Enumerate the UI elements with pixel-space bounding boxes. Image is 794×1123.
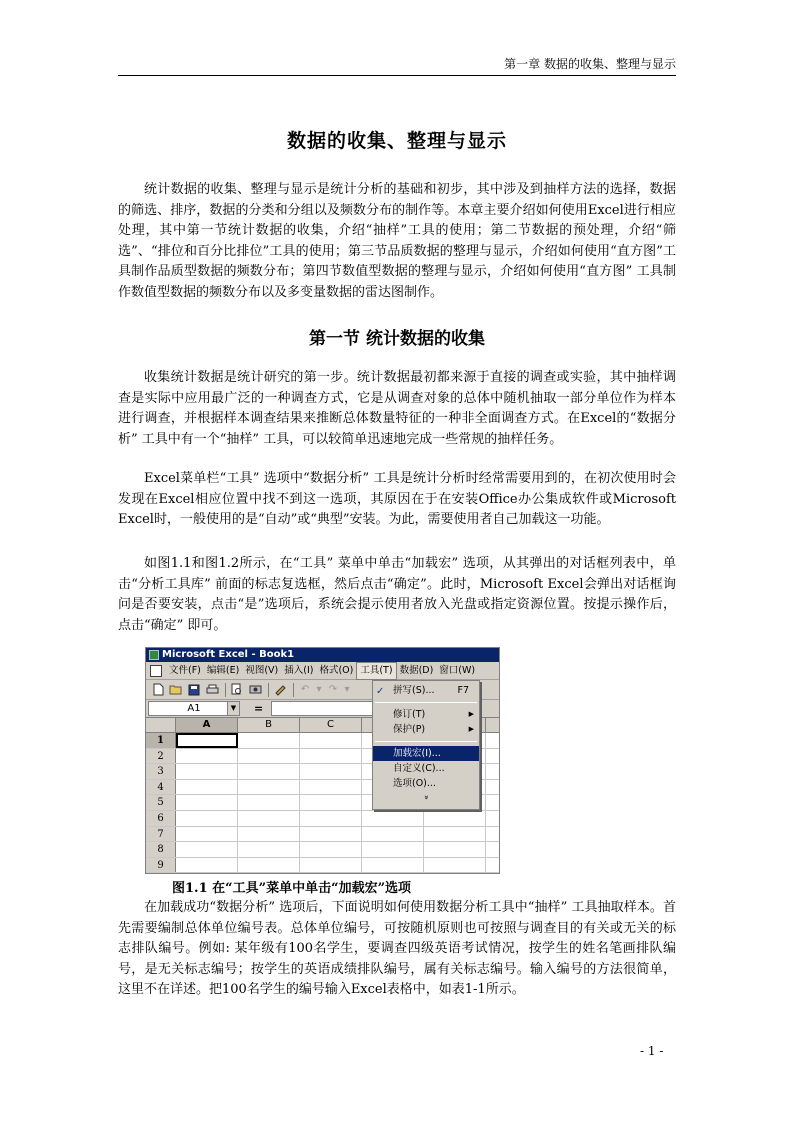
formula-equals-icon[interactable]: = xyxy=(254,702,264,715)
print-preview-icon[interactable] xyxy=(229,682,245,697)
toolbar-separator xyxy=(225,683,226,697)
menu-data[interactable]: 数据(D) xyxy=(399,664,434,676)
menu-item-protection[interactable] xyxy=(373,722,479,737)
menu-item-spelling[interactable] xyxy=(373,683,479,698)
menu-edit[interactable]: 编辑(E) xyxy=(206,664,240,676)
cell[interactable] xyxy=(424,858,486,873)
row-header[interactable]: 9 xyxy=(146,858,176,873)
excel-app-icon xyxy=(149,650,159,660)
cell[interactable] xyxy=(362,858,424,873)
cell[interactable] xyxy=(176,827,238,842)
cell[interactable] xyxy=(300,827,362,842)
row-header[interactable]: 2 xyxy=(146,749,176,764)
cell[interactable] xyxy=(300,764,362,779)
cell[interactable] xyxy=(238,858,300,873)
cell[interactable] xyxy=(300,858,362,873)
name-box-dropdown-icon[interactable]: ▼ xyxy=(227,702,239,715)
menu-item-customize[interactable] xyxy=(373,761,479,776)
row-header[interactable]: 7 xyxy=(146,827,176,842)
cell[interactable] xyxy=(300,795,362,810)
new-file-icon[interactable] xyxy=(150,682,166,697)
cell[interactable] xyxy=(176,842,238,857)
excel-title-bar xyxy=(146,648,499,662)
cell[interactable] xyxy=(238,842,300,857)
tools-menu-dropdown xyxy=(372,680,480,810)
menu-item-options-label: 选项(O)... xyxy=(393,778,436,789)
cell[interactable] xyxy=(362,811,424,826)
document-icon xyxy=(150,665,162,677)
menu-separator xyxy=(375,702,477,703)
running-header-title: 第一章 数据的收集、整理与显示 xyxy=(504,57,676,71)
name-box-value: A1 xyxy=(187,703,201,714)
menu-file[interactable]: 文件(F) xyxy=(169,664,201,676)
grid-row xyxy=(146,827,499,843)
body-paragraph-4: 在加载成功“数据分析” 选项后，下面说明如何使用数据分析工具中“抽样” 工具抽取样本。首先需要编制总体单位编号表。总体单位编号，可按随机原则也可按照与调查目的有关或无关的标志排队编号。例如: 某年级有100名学生，要调查四级英语考试情况，按学生的姓名笔画排队编号，是无关标志编号；按学生的英语成绩排队编号，属有关标志编号。输入编号的方法很简单，这里不在详述。把100名学生的编号输入Excel表格中，如表1-1所示。 xyxy=(118,900,676,997)
menu-window[interactable]: 窗口(W) xyxy=(439,664,476,676)
research-icon[interactable] xyxy=(247,682,263,697)
open-folder-icon[interactable] xyxy=(168,682,184,697)
figure-caption: 图1.1 在“工具”菜单中单击“加载宏”选项 xyxy=(172,881,412,896)
submenu-arrow-icon: ▶ xyxy=(468,725,474,733)
grid-row xyxy=(146,842,499,858)
menu-expand-chevron-icon[interactable] xyxy=(373,791,479,804)
body-paragraph-3: 如图1.1和图1.2所示，在“工具” 菜单中单击“加载宏” 选项，从其弹出的对话框列表中，单击“分析工具库” 前面的标志复选框，然后点击“确定”。此时，Microsoft Excel会弹出对话框询问是否要安装，点击“是”选项后，系统会提示使用者放入光盘或指定资源位置。按提示操作后，点击“确定” 即可。 xyxy=(118,556,676,633)
cell[interactable] xyxy=(238,811,300,826)
name-box[interactable] xyxy=(148,701,240,716)
page-number: - 1 - xyxy=(640,1044,664,1058)
running-header xyxy=(118,56,676,76)
row-header[interactable]: 4 xyxy=(146,780,176,795)
column-header-b[interactable]: B xyxy=(238,718,300,732)
body-paragraph-1: 收集统计数据是统计研究的第一步。统计数据最初都来源于直接的调查或实验，其中抽样调查是实际中应用最广泛的一种调查方式，它是从调查对象的总体中随机抽取一部分单位作为样本进行调查，并根据样本调查结果来推断总体数量特征的一种非全面调查方式。在Excel的“数据分析” 工具中有一个“抽样” 工具，可以较简单迅速地完成一些常规的抽样任务。 xyxy=(118,370,676,447)
column-header-c[interactable]: C xyxy=(300,718,362,732)
excel-menu-bar xyxy=(146,662,499,680)
select-all-corner[interactable] xyxy=(146,718,176,732)
cell[interactable] xyxy=(238,827,300,842)
cell[interactable] xyxy=(238,764,300,779)
excel-screenshot-figure xyxy=(145,647,500,874)
intro-paragraph: 统计数据的收集、整理与显示是统计分析的基础和初步，其中涉及到抽样方法的选择，数据的筛选、排序，数据的分类和分组以及频数分布的制作等。本章主要介绍如何使用Excel进行相应处理，其中第一节统计数据的收集，介绍“抽样”工具的使用；第二节数据的预处理，介绍“筛选”、“排位和百分比排位”工具的使用；第三节品质数据的整理与显示，介绍如何使用“直方图”工具制作品质型数据的频数分布；第四节数值型数据的整理与显示，介绍如何使用“直方图” 工具制作数值型数据的频数分布以及多变量数据的雷达图制作。 xyxy=(118,182,676,300)
section-heading: 第一节 统计数据的收集 xyxy=(309,329,485,349)
menu-item-track-changes-label: 修订(T) xyxy=(393,709,426,720)
cell[interactable] xyxy=(300,811,362,826)
row-header[interactable]: 5 xyxy=(146,795,176,810)
excel-window-title: Microsoft Excel - Book1 xyxy=(162,649,295,660)
menu-view[interactable]: 视图(V) xyxy=(245,664,279,676)
menu-item-spelling-label: 拼写(S)... xyxy=(393,685,435,696)
cell[interactable] xyxy=(176,780,238,795)
cell[interactable] xyxy=(362,842,424,857)
column-header-a[interactable]: A xyxy=(176,718,238,732)
cell-a1[interactable] xyxy=(176,733,238,748)
grid-row xyxy=(146,858,499,874)
cell[interactable] xyxy=(238,749,300,764)
redo-icon[interactable]: ↷ xyxy=(328,684,338,695)
menu-item-spelling-shortcut: F7 xyxy=(457,685,469,696)
menu-item-add-ins-label: 加载宏(I)... xyxy=(393,748,441,759)
undo-icon[interactable]: ↶ xyxy=(300,684,310,695)
toolbar-separator xyxy=(268,683,269,697)
menu-format[interactable]: 格式(O) xyxy=(319,664,354,676)
menu-expand-glyph: » xyxy=(421,795,431,800)
toolbar-separator xyxy=(293,683,294,697)
cell[interactable] xyxy=(176,811,238,826)
submenu-arrow-icon: ▶ xyxy=(468,710,474,718)
cell[interactable] xyxy=(176,795,238,810)
cell[interactable] xyxy=(424,842,486,857)
menu-item-customize-label: 自定义(C)... xyxy=(393,763,445,774)
grid-row xyxy=(146,811,499,827)
row-header[interactable]: 1 xyxy=(146,733,176,748)
undo-dropdown-icon[interactable]: ▾ xyxy=(316,684,322,695)
menu-item-protection-label: 保护(P) xyxy=(393,724,426,735)
row-header[interactable]: 6 xyxy=(146,811,176,826)
print-icon[interactable] xyxy=(204,682,220,697)
cell[interactable] xyxy=(300,842,362,857)
cell[interactable] xyxy=(176,749,238,764)
row-header[interactable]: 3 xyxy=(146,764,176,779)
cell[interactable] xyxy=(300,780,362,795)
cell[interactable] xyxy=(238,780,300,795)
cell[interactable] xyxy=(176,858,238,873)
cell[interactable] xyxy=(362,827,424,842)
cell[interactable] xyxy=(300,733,362,748)
redo-dropdown-icon[interactable]: ▾ xyxy=(344,684,350,695)
menu-item-add-ins[interactable] xyxy=(373,746,479,761)
row-header[interactable]: 8 xyxy=(146,842,176,857)
menu-item-track-changes[interactable] xyxy=(373,707,479,722)
save-icon[interactable] xyxy=(186,682,202,697)
menu-separator xyxy=(375,741,477,742)
menu-insert[interactable]: 插入(I) xyxy=(284,664,314,676)
menu-item-options[interactable] xyxy=(373,776,479,791)
body-paragraph-2: Excel菜单栏“工具” 选项中“数据分析” 工具是统计分析时经常需要用到的，在初次使用时会发现在Excel相应位置中找不到这一选项，其原因在于在安装Office办公集成软件或Microsoft Excel时，一般使用的是“自动”或“典型”安装。为此，需要使用者自己加载这一功能。 xyxy=(118,471,676,527)
document-title: 数据的收集、整理与显示 xyxy=(286,130,507,152)
cell[interactable] xyxy=(300,749,362,764)
cell[interactable] xyxy=(424,827,486,842)
cell[interactable] xyxy=(238,795,300,810)
menu-tools[interactable]: 工具(T) xyxy=(356,662,396,680)
cell[interactable] xyxy=(238,733,300,748)
cell[interactable] xyxy=(176,764,238,779)
cell[interactable] xyxy=(424,811,486,826)
spelling-icon: ✓ xyxy=(376,686,385,697)
format-painter-icon[interactable] xyxy=(272,682,288,697)
